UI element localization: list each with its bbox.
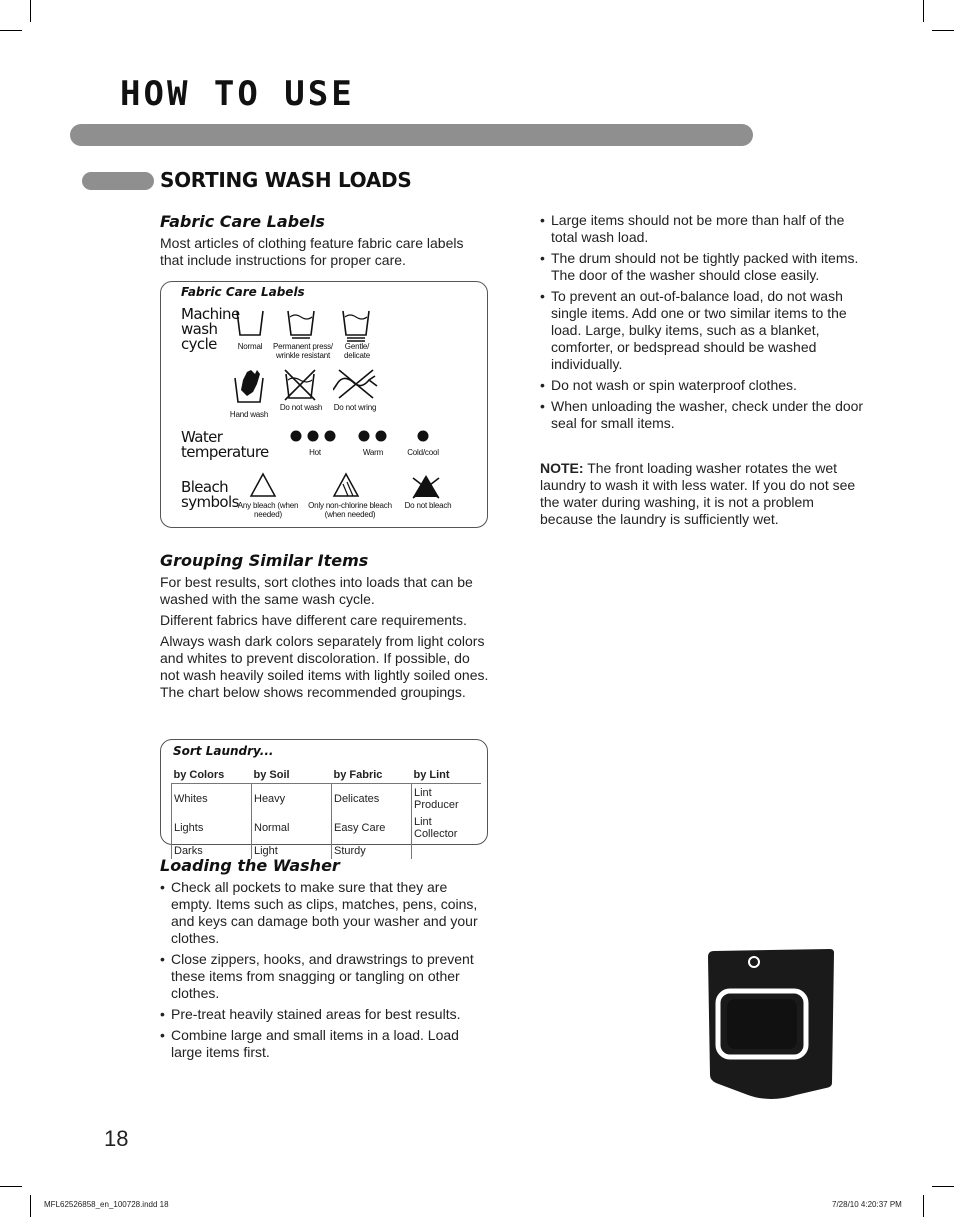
table-cell: Heavy xyxy=(252,784,332,814)
temperature-cold-label: Cold/cool xyxy=(407,448,439,457)
grouping-paragraph: Different fabrics have different care requirements. xyxy=(160,612,467,628)
table-cell: Whites xyxy=(172,784,252,814)
note-paragraph xyxy=(540,460,865,528)
note-label: NOTE: xyxy=(540,460,584,476)
list-item: • To prevent an out-of-balance load, do not wash single items. Add one or two similar items to the load. Large, bulky items, such as a blanket, comforter, or bedspread should be washed individually. xyxy=(540,288,865,373)
page-header-title: HOW TO USE xyxy=(120,74,355,114)
list-item: • Close zippers, hooks, and drawstrings to prevent these items from snagging or tangling on other clothes. xyxy=(160,951,482,1002)
sort-laundry-table xyxy=(171,767,481,859)
crop-mark xyxy=(923,1195,924,1217)
section-title: SORTING WASH LOADS xyxy=(160,168,412,192)
list-item: • Do not wash or spin waterproof clothes. xyxy=(540,377,865,394)
temperature-hot-label: Hot xyxy=(309,448,321,457)
crop-mark xyxy=(30,0,31,22)
note-text: The front loading washer rotates the wet laundry to wash it with less water. If you do not see the water during washing, it is not a problem because the laundry is sufficiently wet. xyxy=(540,460,856,527)
fabric-care-box-caption: Fabric Care Labels xyxy=(181,285,305,299)
grouping-heading: Grouping Similar Items xyxy=(160,551,369,570)
table-cell: Lint Producer xyxy=(412,784,482,814)
list-item: • Combine large and small items in a load. Load large items first. xyxy=(160,1027,482,1061)
list-item: • Pre-treat heavily stained areas for best results. xyxy=(160,1006,482,1023)
column-header: by Fabric xyxy=(332,767,412,784)
do-not-wring-icon xyxy=(333,368,379,400)
bleach-triangle-icon xyxy=(249,472,277,498)
table-row xyxy=(172,813,482,842)
bleach-symbols-label: Bleach symbols xyxy=(181,478,239,511)
do-not-wash-label: Do not wash xyxy=(279,403,323,412)
crop-mark xyxy=(923,0,924,22)
table-header-row xyxy=(172,767,482,784)
bleach-triangle-icon xyxy=(332,472,360,498)
list-item: • Check all pockets to make sure that they are empty. Items such as clips, matches, pens, coins, and keys can damage both your washer and your clothes. xyxy=(160,879,482,947)
section-pill xyxy=(82,172,154,190)
temperature-dot-icon xyxy=(416,429,430,443)
grouping-text xyxy=(160,574,490,705)
footer-file: MFL62526858_en_100728.indd 18 xyxy=(44,1200,169,1209)
crop-mark xyxy=(30,1195,31,1217)
table-cell: Lint Collector xyxy=(412,813,482,842)
temperature-dot-icon xyxy=(357,429,389,443)
table-cell: Lights xyxy=(172,813,252,842)
column-header: by Lint xyxy=(412,767,482,784)
table-cell xyxy=(412,842,482,859)
column-header: by Colors xyxy=(172,767,252,784)
loading-heading: Loading the Washer xyxy=(160,856,340,875)
hand-wash-icon xyxy=(233,366,265,404)
table-cell: Normal xyxy=(252,813,332,842)
table-cell: Light xyxy=(252,842,332,859)
do-not-wring-label: Do not wring xyxy=(333,403,377,412)
crop-mark xyxy=(932,1186,954,1187)
right-bullets xyxy=(540,212,865,436)
machine-wash-label: Machine wash cycle xyxy=(181,305,240,353)
do-not-wash-icon xyxy=(283,368,317,402)
water-temperature-label: Water temperature xyxy=(181,428,269,461)
list-item: • The drum should not be tightly packed with items. The door of the washer should close easily. xyxy=(540,250,865,284)
list-item: • Large items should not be more than half of the total wash load. xyxy=(540,212,865,246)
washer-icon xyxy=(700,945,840,1105)
temperature-dot-icon xyxy=(289,429,339,443)
table-row xyxy=(172,784,482,814)
wash-normal-label: Normal xyxy=(237,342,263,351)
non-chlorine-bleach-label: Only non-chlorine bleach (when needed) xyxy=(308,501,392,519)
hand-wash-label: Hand wash xyxy=(229,410,269,419)
table-cell: Delicates xyxy=(332,784,412,814)
table-cell: Darks xyxy=(172,842,252,859)
fabric-care-heading: Fabric Care Labels xyxy=(160,212,325,231)
wash-gentle-label: Gentle/ delicate xyxy=(344,342,370,360)
grouping-paragraph: Always wash dark colors separately from light colors and whites to prevent discoloration. If possible, do not wash heavily soiled items with lightly soiled ones. The chart below shows recommended groupings. xyxy=(160,633,489,700)
fabric-care-intro: Most articles of clothing feature fabric care labels that include instructions for proper care. xyxy=(160,235,464,268)
do-not-bleach-label: Do not bleach xyxy=(404,501,452,510)
crop-mark xyxy=(0,1186,22,1187)
do-not-bleach-icon xyxy=(409,472,443,500)
table-cell: Easy Care xyxy=(332,813,412,842)
crop-mark xyxy=(0,30,22,31)
grouping-paragraph: For best results, sort clothes into loads that can be washed with the same wash cycle. xyxy=(160,574,473,607)
crop-mark xyxy=(932,30,954,31)
list-item: • When unloading the washer, check under the door seal for small items. xyxy=(540,398,865,432)
column-header: by Soil xyxy=(252,767,332,784)
temperature-warm-label: Warm xyxy=(362,448,384,457)
wash-tub-icon xyxy=(286,307,316,339)
footer-timestamp: 7/28/10 4:20:37 PM xyxy=(832,1200,902,1209)
sort-laundry-box xyxy=(160,739,488,857)
page-number: 18 xyxy=(104,1126,129,1151)
fabric-care-box xyxy=(160,281,488,528)
loading-bullets xyxy=(160,879,482,1065)
header-bar xyxy=(70,124,753,146)
table-cell: Sturdy xyxy=(332,842,412,859)
wash-permanent-press-label: Permanent press/ wrinkle resistant xyxy=(273,342,333,360)
any-bleach-label: Any bleach (when needed) xyxy=(237,501,299,519)
wash-tub-icon xyxy=(341,307,371,343)
wash-tub-icon xyxy=(235,307,265,339)
sort-laundry-caption: Sort Laundry... xyxy=(173,744,274,758)
